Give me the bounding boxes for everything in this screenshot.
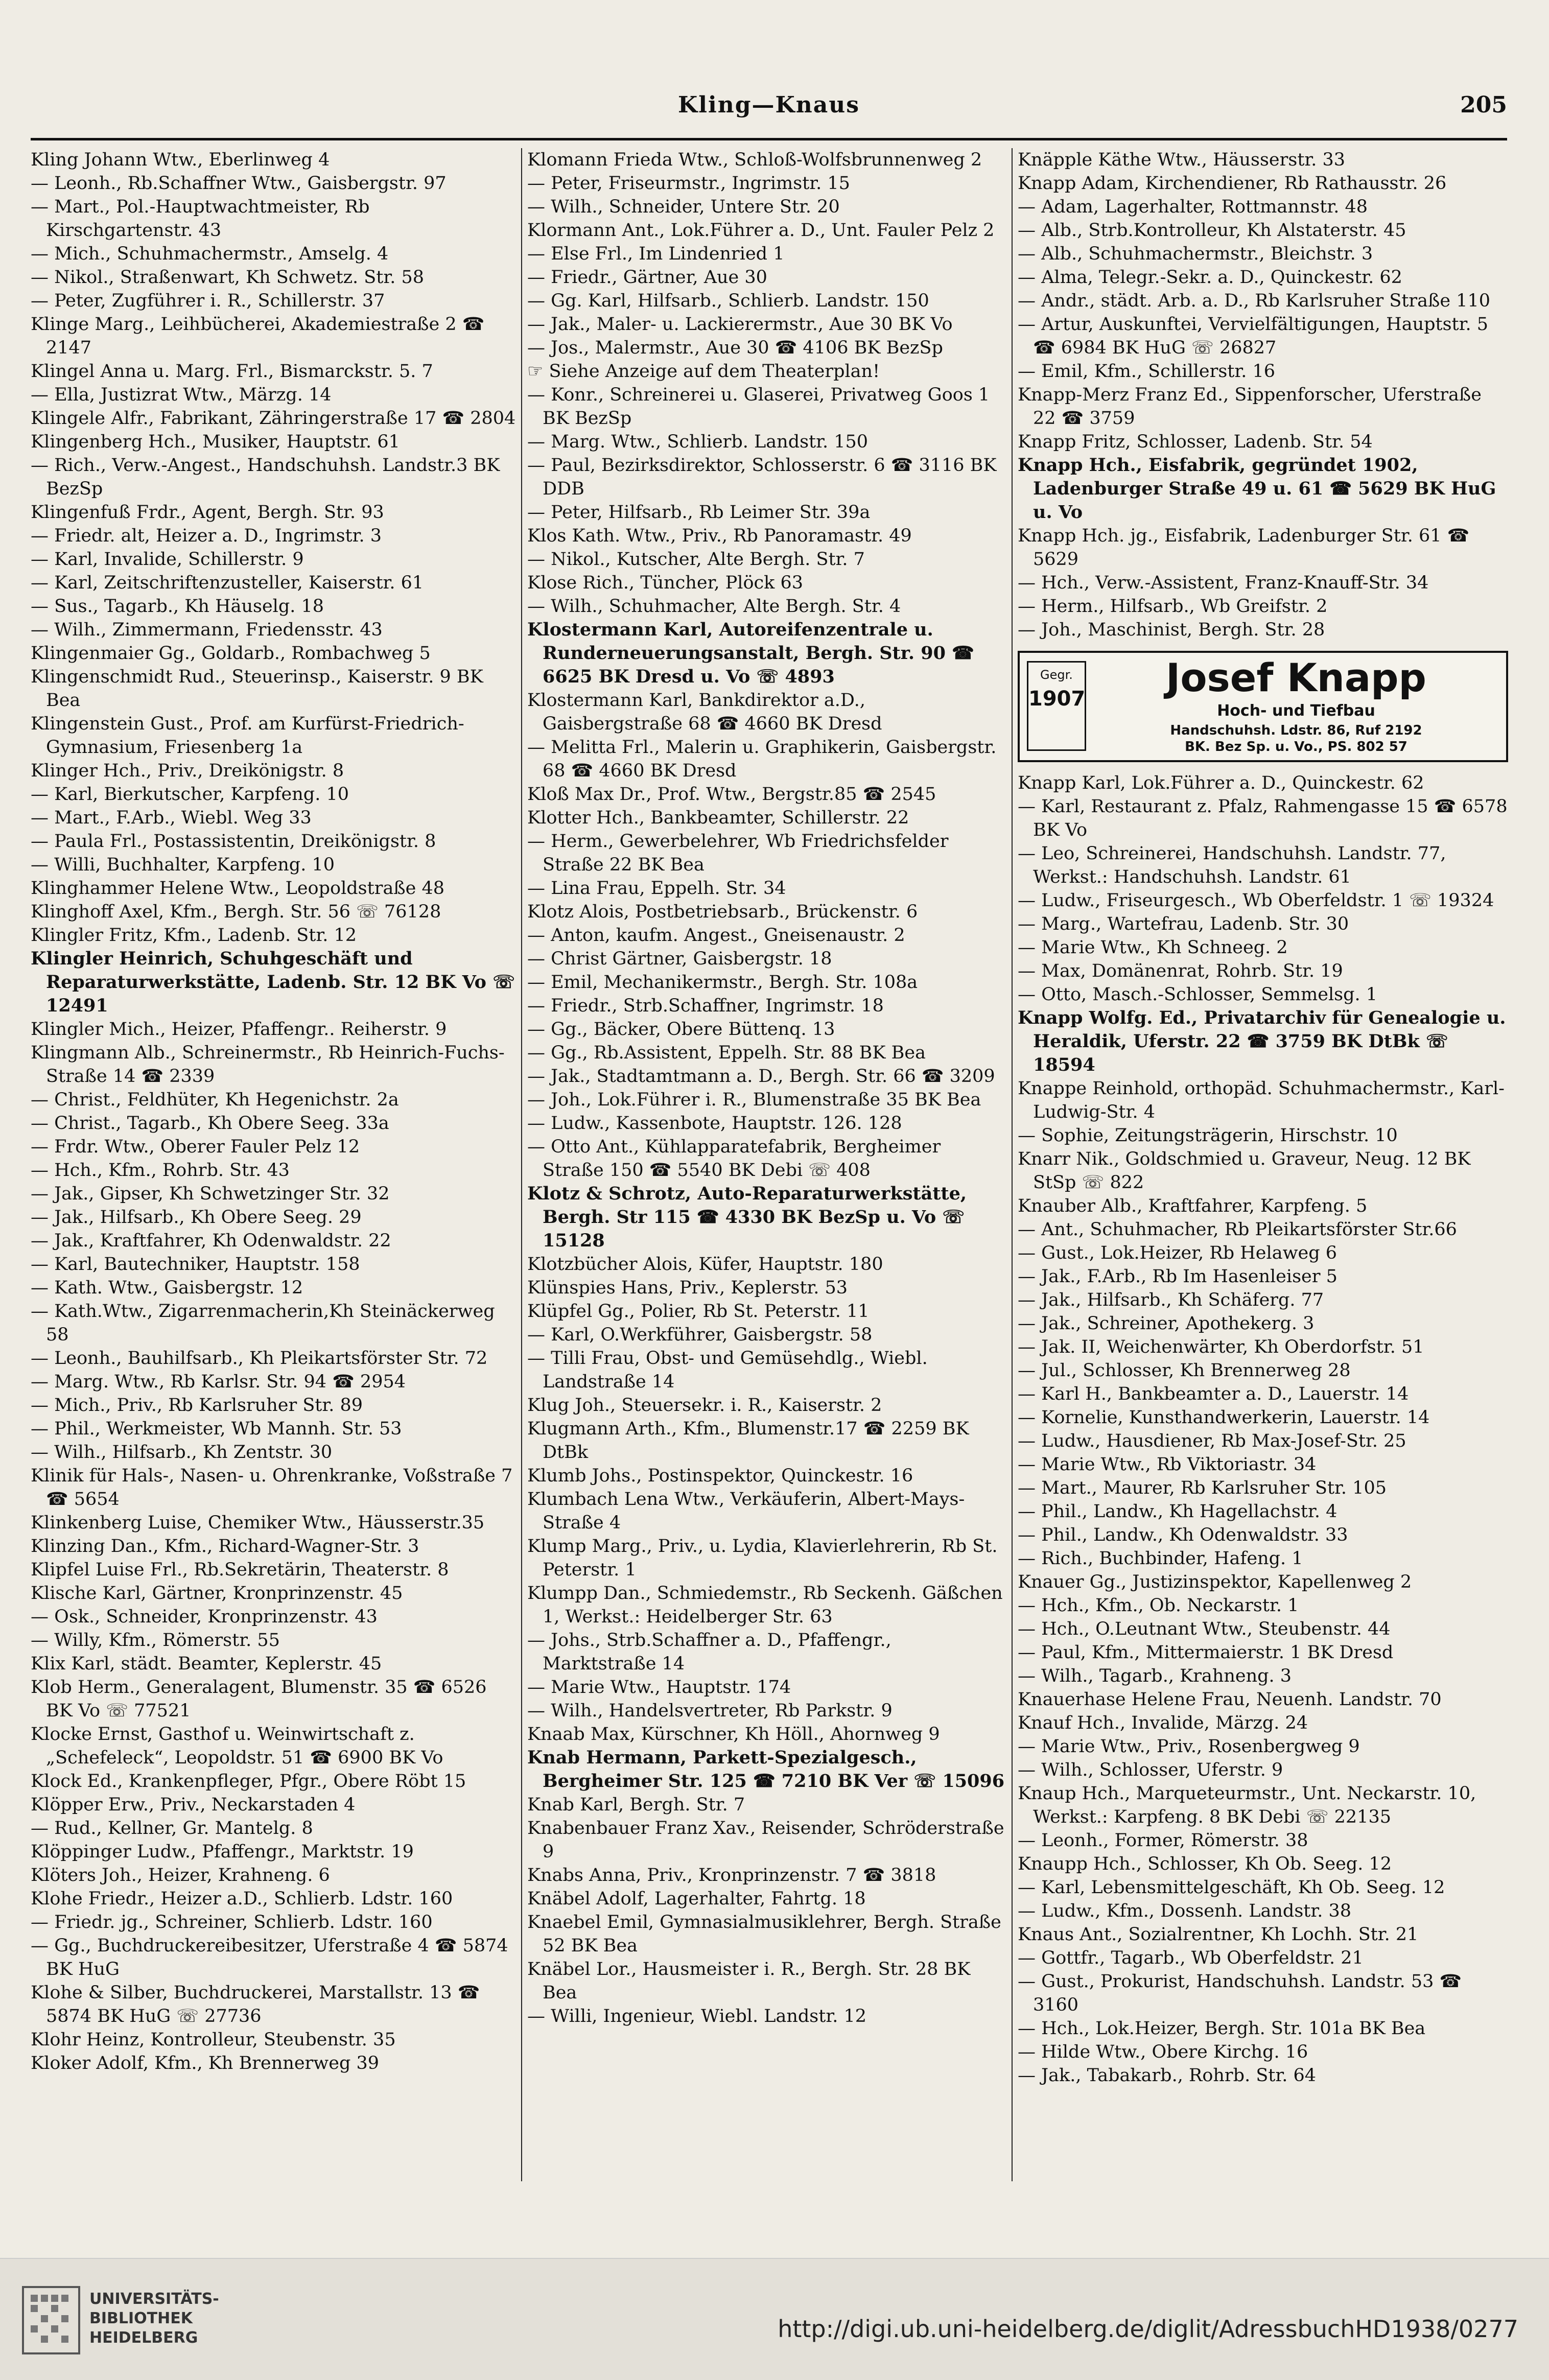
ad-contact: [1091, 722, 1501, 755]
directory-entry: — Paul, Bezirksdirektor, Schlosserstr. 6 ☎ 3116 BK DDB: [527, 455, 997, 499]
directory-entry: — Jak., Hilfsarb., Kh Obere Seeg. 29: [31, 1207, 362, 1228]
directory-entry: — Mart., Pol.-Hauptwachtmeister, Rb Kirschgartenstr. 43: [31, 197, 370, 241]
directory-entry: Klinghammer Helene Wtw., Leopoldstraße 48: [31, 878, 445, 899]
directory-entry: Knaup Hch., Marqueteurmstr., Unt. Neckarstr. 10, Werkst.: Karpfeng. 8 BK Debi ☏ 22135: [1018, 1783, 1476, 1827]
column-3-upper: [1018, 148, 1508, 642]
directory-entry: — Gg., Rb.Assistent, Eppelh. Str. 88 BK Bea: [527, 1043, 926, 1063]
directory-entry: Klob Herm., Generalagent, Blumenstr. 35 ☎ 6526 BK Vo ☏ 77521: [31, 1677, 487, 1721]
directory-entry: — Alb., Schuhmachermstr., Bleichstr. 3: [1018, 244, 1373, 264]
directory-entry: — Lina Frau, Eppelh. Str. 34: [527, 878, 786, 899]
column-1: [31, 148, 516, 2181]
directory-entry: — Karl H., Bankbeamter a. D., Lauerstr. 14: [1018, 1384, 1409, 1404]
directory-entry: — Christ Gärtner, Gaisbergstr. 18: [527, 949, 832, 969]
ad-contact-line-2: BK. Bez Sp. u. Vo., PS. 802 57: [1185, 739, 1407, 755]
directory-entry: — Andr., städt. Arb. a. D., Rb Karlsruher Straße 110: [1018, 291, 1491, 311]
directory-entry: — Wilh., Schlosser, Uferstr. 9: [1018, 1760, 1283, 1780]
directory-entry: Klinzing Dan., Kfm., Richard-Wagner-Str. 3: [31, 1536, 419, 1557]
column-2: [521, 148, 1007, 2181]
ad-gegr-label: Gegr.: [1040, 668, 1073, 682]
directory-entry: — Marie Wtw., Hauptstr. 174: [527, 1677, 791, 1698]
directory-entry: — Friedr. jg., Schreiner, Schlierb. Ldstr. 160: [31, 1912, 433, 1933]
directory-entry: Knabs Anna, Priv., Kronprinzenstr. 7 ☎ 3818: [527, 1865, 936, 1886]
directory-entry: Knauf Hch., Invalide, Märzg. 24: [1018, 1713, 1308, 1733]
directory-entry: Klöters Joh., Heizer, Krahneng. 6: [31, 1865, 330, 1886]
directory-entry: — Jak., Schreiner, Apothekerg. 3: [1018, 1313, 1315, 1334]
directory-entry: — Hch., Lok.Heizer, Bergh. Str. 101a BK Bea: [1018, 2018, 1426, 2039]
ad-subtitle: Hoch- und Tiefbau: [1217, 702, 1375, 720]
directory-entry: — Tilli Frau, Obst- und Gemüsehdlg., Wiebl. Landstraße 14: [527, 1348, 928, 1392]
directory-entry: — Jak., Hilfsarb., Kh Schäferg. 77: [1018, 1290, 1324, 1310]
directory-entry: Klingenberg Hch., Musiker, Hauptstr. 61: [31, 432, 400, 452]
running-title: Kling—Knaus: [678, 92, 860, 118]
directory-entry: — Frdr. Wtw., Oberer Fauler Pelz 12: [31, 1137, 360, 1157]
directory-entry: — Sus., Tagarb., Kh Häuselg. 18: [31, 596, 324, 617]
directory-entry: Knaebel Emil, Gymnasialmusiklehrer, Bergh. Straße 52 BK Bea: [527, 1912, 1001, 1956]
directory-entry: Klotz & Schrotz, Auto-Reparaturwerkstätte, Bergh. Str 115 ☎ 4330 BK BezSp u. Vo ☏ 15128: [527, 1183, 967, 1251]
directory-entry: — Joh., Lok.Führer i. R., Blumenstraße 35 BK Bea: [527, 1090, 981, 1110]
directory-entry: — Gg. Karl, Hilfsarb., Schlierb. Landstr. 150: [527, 291, 929, 311]
directory-entry: Knauerhase Helene Frau, Neuenh. Landstr. 70: [1018, 1689, 1442, 1710]
directory-entry: Klugmann Arth., Kfm., Blumenstr.17 ☎ 2259 BK DtBk: [527, 1419, 969, 1463]
directory-entry: Klöppinger Ludw., Pfaffengr., Marktstr. 19: [31, 1842, 414, 1862]
directory-entry: Knapp Hch., Eisfabrik, gegründet 1902, Ladenburger Straße 49 u. 61 ☎ 5629 BK HuG u. Vo: [1018, 455, 1496, 523]
header-rule: [31, 138, 1507, 140]
directory-entry: Klingler Fritz, Kfm., Ladenb. Str. 12: [31, 925, 357, 946]
ad-year: 1907: [1028, 687, 1086, 711]
directory-entry: — Leo, Schreinerei, Handschuhsh. Landstr. 77, Werkst.: Handschuhsh. Landstr. 61: [1018, 843, 1446, 887]
directory-entry: — Ella, Justizrat Wtw., Märzg. 14: [31, 385, 332, 405]
directory-entry: — Osk., Schneider, Kronprinzenstr. 43: [31, 1607, 378, 1627]
directory-entry: — Rich., Verw.-Angest., Handschuhsh. Landstr.3 BK BezSp: [31, 455, 500, 499]
directory-entry: Klöpper Erw., Priv., Neckarstaden 4: [31, 1795, 356, 1815]
directory-entry: — Kath. Wtw., Gaisbergstr. 12: [31, 1278, 303, 1298]
directory-entry: — Herm., Gewerbelehrer, Wb Friedrichsfelder Straße 22 BK Bea: [527, 831, 949, 875]
directory-entry: Klinge Marg., Leihbücherei, Akademiestraße 2 ☎ 2147: [31, 314, 485, 358]
directory-entry: Klingenstein Gust., Prof. am Kurfürst-Friedrich-Gymnasium, Friesenberg 1a: [31, 714, 464, 758]
directory-entry: — Jak., Kraftfahrer, Kh Odenwaldstr. 22: [31, 1231, 391, 1251]
directory-entry: Klingler Mich., Heizer, Pfaffengr.. Reiherstr. 9: [31, 1019, 447, 1040]
directory-entry: — Leonh., Bauhilfsarb., Kh Pleikartsförster Str. 72: [31, 1348, 488, 1369]
directory-entry: — Melitta Frl., Malerin u. Graphikerin, Gaisbergstr. 68 ☎ 4660 BK Dresd: [527, 737, 997, 781]
library-name: [89, 2290, 219, 2348]
directory-entry: — Jos., Malermstr., Aue 30 ☎ 4106 BK BezSp: [527, 338, 943, 358]
directory-entry: — Mich., Schuhmachermstr., Amselg. 4: [31, 244, 389, 264]
directory-entry: Knapp Karl, Lok.Führer a. D., Quinckestr. 62: [1018, 773, 1424, 793]
directory-entry: ☞ Siehe Anzeige auf dem Theaterplan!: [527, 361, 880, 382]
directory-entry: — Wilh., Handelsvertreter, Rb Parkstr. 9: [527, 1701, 893, 1721]
directory-entry: — Konr., Schreinerei u. Glaserei, Privatweg Goos 1 BK BezSp: [527, 385, 990, 429]
ad-company-name: Josef Knapp: [1166, 655, 1426, 700]
directory-entry: — Wilh., Hilfsarb., Kh Zentstr. 30: [31, 1442, 333, 1463]
directory-entry: — Johs., Strb.Schaffner a. D., Pfaffengr., Marktstraße 14: [527, 1630, 891, 1674]
directory-entry: — Ludw., Friseurgesch., Wb Oberfeldstr. 1 ☏ 19324: [1018, 890, 1494, 911]
source-url-link[interactable]: http://digi.ub.uni-heidelberg.de/diglit/AdressbuchHD1938/0277: [778, 2315, 1518, 2343]
directory-entry: Knabenbauer Franz Xav., Reisender, Schröderstraße 9: [527, 1818, 1004, 1862]
directory-entry: — Gottfr., Tagarb., Wb Oberfeldstr. 21: [1018, 1948, 1364, 1968]
library-name-line-2: BIBLIOTHEK: [89, 2310, 193, 2327]
directory-entry: — Alb., Strb.Kontrolleur, Kh Alstaterstr. 45: [1018, 220, 1406, 241]
directory-entry: Knapp Adam, Kirchendiener, Rb Rathausstr. 26: [1018, 173, 1447, 194]
ad-contact-line-1: Handschuhsh. Ldstr. 86, Ruf 2192: [1170, 723, 1422, 738]
directory-entry: — Peter, Friseurmstr., Ingrimstr. 15: [527, 173, 850, 194]
directory-entry: Klingele Alfr., Fabrikant, Zähringerstraße 17 ☎ 2804: [31, 408, 516, 429]
directory-entry: Klock Ed., Krankenpfleger, Pfgr., Obere Röbt 15: [31, 1771, 466, 1792]
directory-entry: — Jak., Maler- u. Lackierermstr., Aue 30 BK Vo: [527, 314, 953, 335]
directory-entry: — Joh., Maschinist, Bergh. Str. 28: [1018, 620, 1325, 640]
directory-entry: — Rich., Buchbinder, Hafeng. 1: [1018, 1548, 1303, 1569]
directory-entry: Klocke Ernst, Gasthof u. Weinwirtschaft z. „Schefeleck“, Leopoldstr. 51 ☎ 6900 BK Vo: [31, 1724, 443, 1768]
directory-entry: — Hch., O.Leutnant Wtw., Steubenstr. 44: [1018, 1619, 1391, 1639]
page-header: [31, 87, 1507, 133]
directory-entry: — Karl, Bautechniker, Hauptstr. 158: [31, 1254, 360, 1275]
directory-entry: — Marie Wtw., Priv., Rosenbergweg 9: [1018, 1736, 1360, 1757]
ad-founding-badge: [1027, 661, 1086, 751]
column-3: [1012, 148, 1508, 2181]
directory-entry: Knapp Hch. jg., Eisfabrik, Ladenburger Str. 61 ☎ 5629: [1018, 526, 1470, 570]
directory-entry: Kloß Max Dr., Prof. Wtw., Bergstr.85 ☎ 2545: [527, 784, 936, 805]
directory-entry: — Ludw., Hausdiener, Rb Max-Josef-Str. 25: [1018, 1431, 1406, 1451]
directory-entry: — Marie Wtw., Kh Schneeg. 2: [1018, 937, 1288, 958]
directory-entry: — Nikol., Straßenwart, Kh Schwetz. Str. 58: [31, 267, 425, 288]
directory-entry: Klomann Frieda Wtw., Schloß-Wolfsbrunnenweg 2: [527, 150, 982, 170]
directory-entry: Klostermann Karl, Bankdirektor a.D., Gaisbergstraße 68 ☎ 4660 BK Dresd: [527, 690, 882, 734]
directory-entry: Klinkenberg Luise, Chemiker Wtw., Häusserstr.35: [31, 1513, 485, 1533]
directory-entry: — Karl, Bierkutscher, Karpfeng. 10: [31, 784, 349, 805]
directory-entry: — Herm., Hilfsarb., Wb Greifstr. 2: [1018, 596, 1328, 617]
directory-entry: Knarr Nik., Goldschmied u. Graveur, Neug. 12 BK StSp ☏ 822: [1018, 1149, 1471, 1193]
directory-entry: — Jak., Gipser, Kh Schwetzinger Str. 32: [31, 1184, 390, 1204]
directory-entry: — Jak. II, Weichenwärter, Kh Oberdorfstr. 51: [1018, 1337, 1424, 1357]
directory-entry: Klinghoff Axel, Kfm., Bergh. Str. 56 ☏ 76128: [31, 902, 441, 922]
directory-entry: Klumb Johs., Postinspektor, Quinckestr. 16: [527, 1466, 913, 1486]
directory-entry: — Emil, Mechanikermstr., Bergh. Str. 108a: [527, 972, 918, 993]
directory-entry: — Wilh., Zimmermann, Friedensstr. 43: [31, 620, 383, 640]
directory-entry: — Hilde Wtw., Obere Kirchg. 16: [1018, 2042, 1308, 2062]
directory-entry: — Otto Ant., Kühlapparatefabrik, Bergheimer Straße 150 ☎ 5540 BK Debi ☏ 408: [527, 1137, 941, 1181]
directory-entry: Klingenfuß Frdr., Agent, Bergh. Str. 93: [31, 502, 384, 523]
directory-entry: Klingenschmidt Rud., Steuerinsp., Kaiserstr. 9 BK Bea: [31, 667, 483, 711]
directory-entry: — Friedr., Strb.Schaffner, Ingrimstr. 18: [527, 996, 884, 1016]
directory-entry: — Karl, Restaurant z. Pfalz, Rahmengasse 15 ☎ 6578 BK Vo: [1018, 796, 1508, 840]
directory-entry: — Phil., Werkmeister, Wb Mannh. Str. 53: [31, 1419, 402, 1439]
column-3-lower: [1018, 771, 1508, 2087]
directory-entry: Klingler Heinrich, Schuhgeschäft und Reparaturwerkstätte, Ladenb. Str. 12 BK Vo ☏ 12491: [31, 948, 515, 1016]
directory-entry: — Peter, Zugführer i. R., Schillerstr. 37: [31, 291, 385, 311]
directory-entry: Knäpple Käthe Wtw., Häusserstr. 33: [1018, 150, 1346, 170]
directory-entry: Klohr Heinz, Kontrolleur, Steubenstr. 35: [31, 2030, 396, 2050]
directory-entry: Klumbach Lena Wtw., Verkäuferin, Albert-Mays-Straße 4: [527, 1489, 965, 1533]
directory-entry: Klohe & Silber, Buchdruckerei, Marstallstr. 13 ☎ 5874 BK HuG ☏ 27736: [31, 1983, 480, 2026]
directory-entry: — Emil, Kfm., Schillerstr. 16: [1018, 361, 1276, 382]
directory-entry: Klotzbücher Alois, Küfer, Hauptstr. 180: [527, 1254, 883, 1275]
footer-bar: [0, 2258, 1549, 2380]
directory-entry: — Marg., Wartefrau, Ladenb. Str. 30: [1018, 914, 1349, 934]
directory-entry: — Sophie, Zeitungsträgerin, Hirschstr. 10: [1018, 1125, 1398, 1146]
directory-entry: — Jak., F.Arb., Rb Im Hasenleiser 5: [1018, 1266, 1337, 1287]
directory-entry: Klug Joh., Steuersekr. i. R., Kaiserstr. 2: [527, 1395, 882, 1416]
directory-entry: — Mart., F.Arb., Wiebl. Weg 33: [31, 808, 312, 828]
directory-entry: Klingel Anna u. Marg. Frl., Bismarckstr. 5. 7: [31, 361, 433, 382]
directory-entry: — Gg., Bäcker, Obere Büttenq. 13: [527, 1019, 835, 1040]
directory-entry: — Adam, Lagerhalter, Rottmannstr. 48: [1018, 197, 1368, 217]
directory-entry: Knapp Wolfg. Ed., Privatarchiv für Genealogie u. Heraldik, Uferstr. 22 ☎ 3759 BK DtBk ☏ 18594: [1018, 1007, 1506, 1075]
directory-entry: — Karl, O.Werkführer, Gaisbergstr. 58: [527, 1325, 873, 1345]
directory-entry: Knab Karl, Bergh. Str. 7: [527, 1795, 745, 1815]
directory-entry: — Anton, kaufm. Angest., Gneisenaustr. 2: [527, 925, 905, 946]
directory-entry: — Paula Frl., Postassistentin, Dreikönigstr. 8: [31, 831, 436, 852]
directory-entry: — Marie Wtw., Rb Viktoriastr. 34: [1018, 1454, 1317, 1475]
library-name-line-1: UNIVERSITÄTS-: [89, 2290, 219, 2308]
directory-entry: Knauer Gg., Justizinspektor, Kapellenweg 2: [1018, 1572, 1412, 1592]
directory-entry: — Hch., Verw.-Assistent, Franz-Knauff-Str. 34: [1018, 573, 1429, 593]
directory-entry: — Marg. Wtw., Rb Karlsr. Str. 94 ☎ 2954: [31, 1372, 406, 1392]
directory-entry: — Leonh., Rb.Schaffner Wtw., Gaisbergstr. 97: [31, 173, 447, 194]
directory-entry: — Gust., Lok.Heizer, Rb Helaweg 6: [1018, 1243, 1337, 1263]
directory-entry: — Phil., Landw., Kh Odenwaldstr. 33: [1018, 1525, 1348, 1545]
directory-entry: — Wilh., Tagarb., Krahneng. 3: [1018, 1666, 1292, 1686]
directory-entry: — Friedr. alt, Heizer a. D., Ingrimstr. 3: [31, 526, 382, 546]
directory-entry: — Kath.Wtw., Zigarrenmacherin,Kh Steinäckerweg 58: [31, 1301, 495, 1345]
directory-entry: Klipfel Luise Frl., Rb.Sekretärin, Theaterstr. 8: [31, 1560, 449, 1580]
directory-entry: — Phil., Landw., Kh Hagellachstr. 4: [1018, 1501, 1337, 1522]
directory-entry: Klingenmaier Gg., Goldarb., Rombachweg 5: [31, 643, 431, 664]
directory-entry: — Willi, Buchhalter, Karpfeng. 10: [31, 855, 335, 875]
directory-entry: Knapp Fritz, Schlosser, Ladenb. Str. 54: [1018, 432, 1373, 452]
directory-entry: Klose Rich., Tüncher, Plöck 63: [527, 573, 803, 593]
directory-entry: — Gg., Buchdruckereibesitzer, Uferstraße 4 ☎ 5874 BK HuG: [31, 1936, 508, 1980]
directory-entry: Klinik für Hals-, Nasen- u. Ohrenkranke, Voßstraße 7 ☎ 5654: [31, 1466, 513, 1510]
directory-entry: Klische Karl, Gärtner, Kronprinzenstr. 45: [31, 1583, 403, 1604]
directory-entry: — Karl, Zeitschriftenzusteller, Kaiserstr. 61: [31, 573, 424, 593]
library-logo-icon: [20, 2284, 82, 2356]
directory-entry: Klostermann Karl, Autoreifenzentrale u. Runderneuerungsanstalt, Bergh. Str. 90 ☎ 6625 BK Dresd u. Vo ☏ 4893: [527, 619, 974, 687]
directory-entry: — Ant., Schuhmacher, Rb Pleikartsförster Str.66: [1018, 1219, 1457, 1240]
directory-entry: — Artur, Auskunftei, Vervielfältigungen, Hauptstr. 5 ☎ 6984 BK HuG ☏ 26827: [1018, 314, 1489, 358]
directory-entry: — Karl, Invalide, Schillerstr. 9: [31, 549, 304, 570]
page-number: 205: [1460, 92, 1507, 118]
directory-entry: — Christ., Tagarb., Kh Obere Seeg. 33a: [31, 1113, 389, 1134]
directory-entry: — Willy, Kfm., Römerstr. 55: [31, 1630, 280, 1651]
directory-entry: — Wilh., Schuhmacher, Alte Bergh. Str. 4: [527, 596, 901, 617]
directory-entry: Klos Kath. Wtw., Priv., Rb Panoramastr. 49: [527, 526, 912, 546]
directory-entry: Klinger Hch., Priv., Dreikönigstr. 8: [31, 761, 344, 781]
directory-entry: Knäbel Lor., Hausmeister i. R., Bergh. Str. 28 BK Bea: [527, 1959, 971, 2003]
directory-entry: — Nikol., Kutscher, Alte Bergh. Str. 7: [527, 549, 865, 570]
directory-entry: — Paul, Kfm., Mittermaierstr. 1 BK Dresd: [1018, 1642, 1394, 1663]
directory-entry: — Otto, Masch.-Schlosser, Semmelsg. 1: [1018, 984, 1378, 1005]
directory-entry: Klotz Alois, Postbetriebsarb., Brückenstr. 6: [527, 902, 918, 922]
directory-entry: — Ludw., Kfm., Dossenh. Landstr. 38: [1018, 1901, 1352, 1921]
directory-entry: — Max, Domänenrat, Rohrb. Str. 19: [1018, 961, 1343, 981]
directory-entry: — Jak., Stadtamtmann a. D., Bergh. Str. 66 ☎ 3209: [527, 1066, 995, 1087]
directory-entry: Klingmann Alb., Schreinermstr., Rb Heinrich-Fuchs-Straße 14 ☎ 2339: [31, 1043, 505, 1087]
directory-entry: — Leonh., Former, Römerstr. 38: [1018, 1830, 1308, 1851]
directory-entry: — Gust., Prokurist, Handschuhsh. Landstr. 53 ☎ 3160: [1018, 1971, 1462, 2015]
directory-entry: Kloker Adolf, Kfm., Kh Brennerweg 39: [31, 2053, 380, 2073]
directory-entry: Knaab Max, Kürschner, Kh Höll., Ahornweg 9: [527, 1724, 940, 1745]
directory-entry: Knaupp Hch., Schlosser, Kh Ob. Seeg. 12: [1018, 1854, 1392, 1874]
directory-entry: Knappe Reinhold, orthopäd. Schuhmachermstr., Karl-Ludwig-Str. 4: [1018, 1078, 1505, 1122]
directory-entry: Klotter Hch., Bankbeamter, Schillerstr. 22: [527, 808, 909, 828]
directory-entry: — Karl, Lebensmittelgeschäft, Kh Ob. Seeg. 12: [1018, 1877, 1445, 1898]
directory-entry: Kling Johann Wtw., Eberlinweg 4: [31, 150, 330, 170]
directory-entry: — Else Frl., Im Lindenried 1: [527, 244, 785, 264]
directory-entry: — Mich., Priv., Rb Karlsruher Str. 89: [31, 1395, 363, 1416]
directory-entry: Knäbel Adolf, Lagerhalter, Fahrtg. 18: [527, 1889, 866, 1909]
advertisement-josef-knapp: [1018, 651, 1508, 762]
directory-entry: — Christ., Feldhüter, Kh Hegenichstr. 2a: [31, 1090, 399, 1110]
directory-entry: Klump Marg., Priv., u. Lydia, Klavierlehrerin, Rb St. Peterstr. 1: [527, 1536, 998, 1580]
directory-entry: Knab Hermann, Parkett-Spezialgesch., Bergheimer Str. 125 ☎ 7210 BK Ver ☏ 15096: [527, 1747, 1005, 1792]
directory-entry: Knapp-Merz Franz Ed., Sippenforscher, Uferstraße 22 ☎ 3759: [1018, 385, 1482, 429]
directory-entry: Knauber Alb., Kraftfahrer, Karpfeng. 5: [1018, 1196, 1368, 1216]
directory-entry: Klumpp Dan., Schmiedemstr., Rb Seckenh. Gäßchen 1, Werkst.: Heidelberger Str. 63: [527, 1583, 1003, 1627]
directory-entry: — Hch., Kfm., Rohrb. Str. 43: [31, 1160, 290, 1181]
directory-entry: — Peter, Hilfsarb., Rb Leimer Str. 39a: [527, 502, 871, 523]
library-name-line-3: HEIDELBERG: [89, 2329, 198, 2347]
directory-entry: Knaus Ant., Sozialrentner, Kh Lochh. Str. 21: [1018, 1924, 1419, 1945]
directory-entry: — Willi, Ingenieur, Wiebl. Landstr. 12: [527, 2006, 866, 2026]
directory-entry: — Alma, Telegr.-Sekr. a. D., Quinckestr. 62: [1018, 267, 1402, 288]
directory-entry: Klix Karl, städt. Beamter, Keplerstr. 45: [31, 1654, 382, 1674]
directory-entry: — Marg. Wtw., Schlierb. Landstr. 150: [527, 432, 869, 452]
directory-entry: Klünspies Hans, Priv., Keplerstr. 53: [527, 1278, 848, 1298]
directory-entry: — Mart., Maurer, Rb Karlsruher Str. 105: [1018, 1478, 1387, 1498]
directory-entry: — Kornelie, Kunsthandwerkerin, Lauerstr. 14: [1018, 1407, 1430, 1428]
directory-entry: Klormann Ant., Lok.Führer a. D., Unt. Fauler Pelz 2: [527, 220, 995, 241]
directory-entry: — Hch., Kfm., Ob. Neckarstr. 1: [1018, 1595, 1299, 1616]
directory-entry: — Wilh., Schneider, Untere Str. 20: [527, 197, 840, 217]
directory-entry: Klüpfel Gg., Polier, Rb St. Peterstr. 11: [527, 1301, 870, 1322]
directory-entry: — Jak., Tabakarb., Rohrb. Str. 64: [1018, 2065, 1317, 2086]
directory-entry: — Rud., Kellner, Gr. Mantelg. 8: [31, 1818, 313, 1839]
directory-entry: Klohe Friedr., Heizer a.D., Schlierb. Ldstr. 160: [31, 1889, 453, 1909]
directory-entry: — Jul., Schlosser, Kh Brennerweg 28: [1018, 1360, 1351, 1381]
directory-entry: — Ludw., Kassenbote, Hauptstr. 126. 128: [527, 1113, 902, 1134]
directory-entry: — Friedr., Gärtner, Aue 30: [527, 267, 767, 288]
